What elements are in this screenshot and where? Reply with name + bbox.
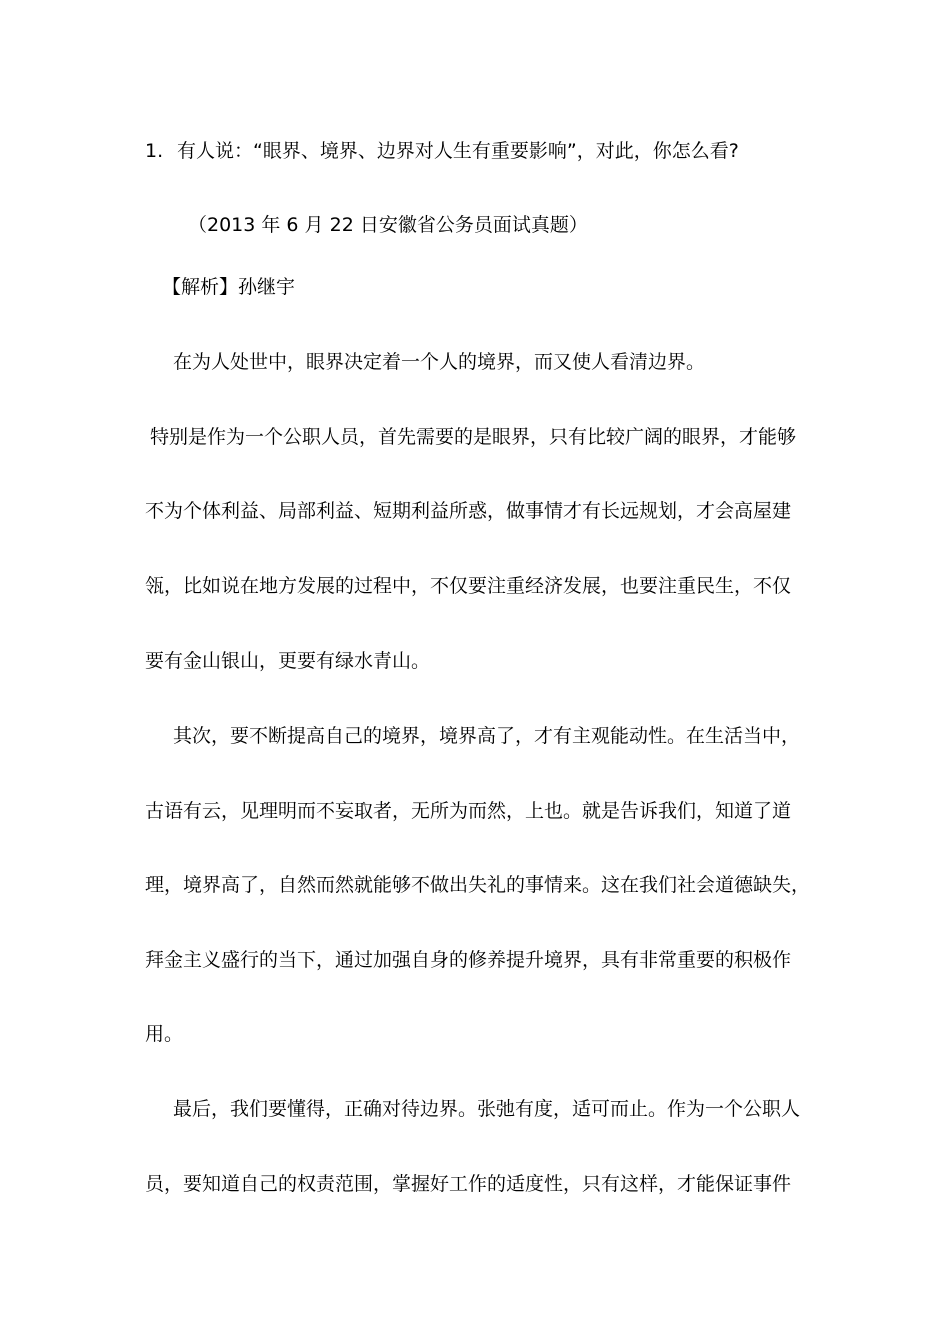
question-number: 1.: [145, 140, 164, 162]
paragraph-line: 古语有云，见理明而不妄取者，无所为而然，上也。就是告诉我们，知道了道: [145, 800, 792, 822]
paragraph-line: 其次，要不断提高自己的境界，境界高了，才有主观能动性。在生活当中，: [173, 725, 801, 747]
paragraph-line: 不为个体利益、局部利益、短期利益所惑，做事情才有长远规划，才会高屋建: [145, 500, 792, 522]
question-text: 有人说：“眼界、境界、边界对人生有重要影响”，对此，你怎么看?: [177, 140, 739, 162]
question-line: [145, 139, 739, 163]
paragraph-line: 最后，我们要懂得，正确对待边界。张弛有度，适可而止。作为一个公职人: [173, 1098, 801, 1120]
paragraph-line: 要有金山银山，更要有绿水青山。: [145, 650, 431, 672]
question-source: （2013 年 6 月 22 日安徽省公务员面试真题）: [188, 214, 588, 236]
paragraph-line: 在为人处世中，眼界决定着一个人的境界，而又使人看清边界。: [173, 351, 706, 373]
paragraph-line: 理，境界高了，自然而然就能够不做出失礼的事情来。这在我们社会道德缺失，: [145, 874, 811, 896]
paragraph-line: 员，要知道自己的权责范围，掌握好工作的适度性，只有这样，才能保证事件: [145, 1173, 792, 1195]
paragraph-line: 拜金主义盛行的当下，通过加强自身的修养提升境界，具有非常重要的积极作: [145, 949, 792, 971]
paragraph-line: 瓴，比如说在地方发展的过程中，不仅要注重经济发展，也要注重民生，不仅: [145, 575, 792, 597]
paragraph-line: 用。: [145, 1023, 184, 1045]
analysis-label: 【解析】孙继宇: [162, 276, 296, 298]
paragraph-line: 特别是作为一个公职人员，首先需要的是眼界，只有比较广阔的眼界，才能够: [150, 426, 797, 448]
